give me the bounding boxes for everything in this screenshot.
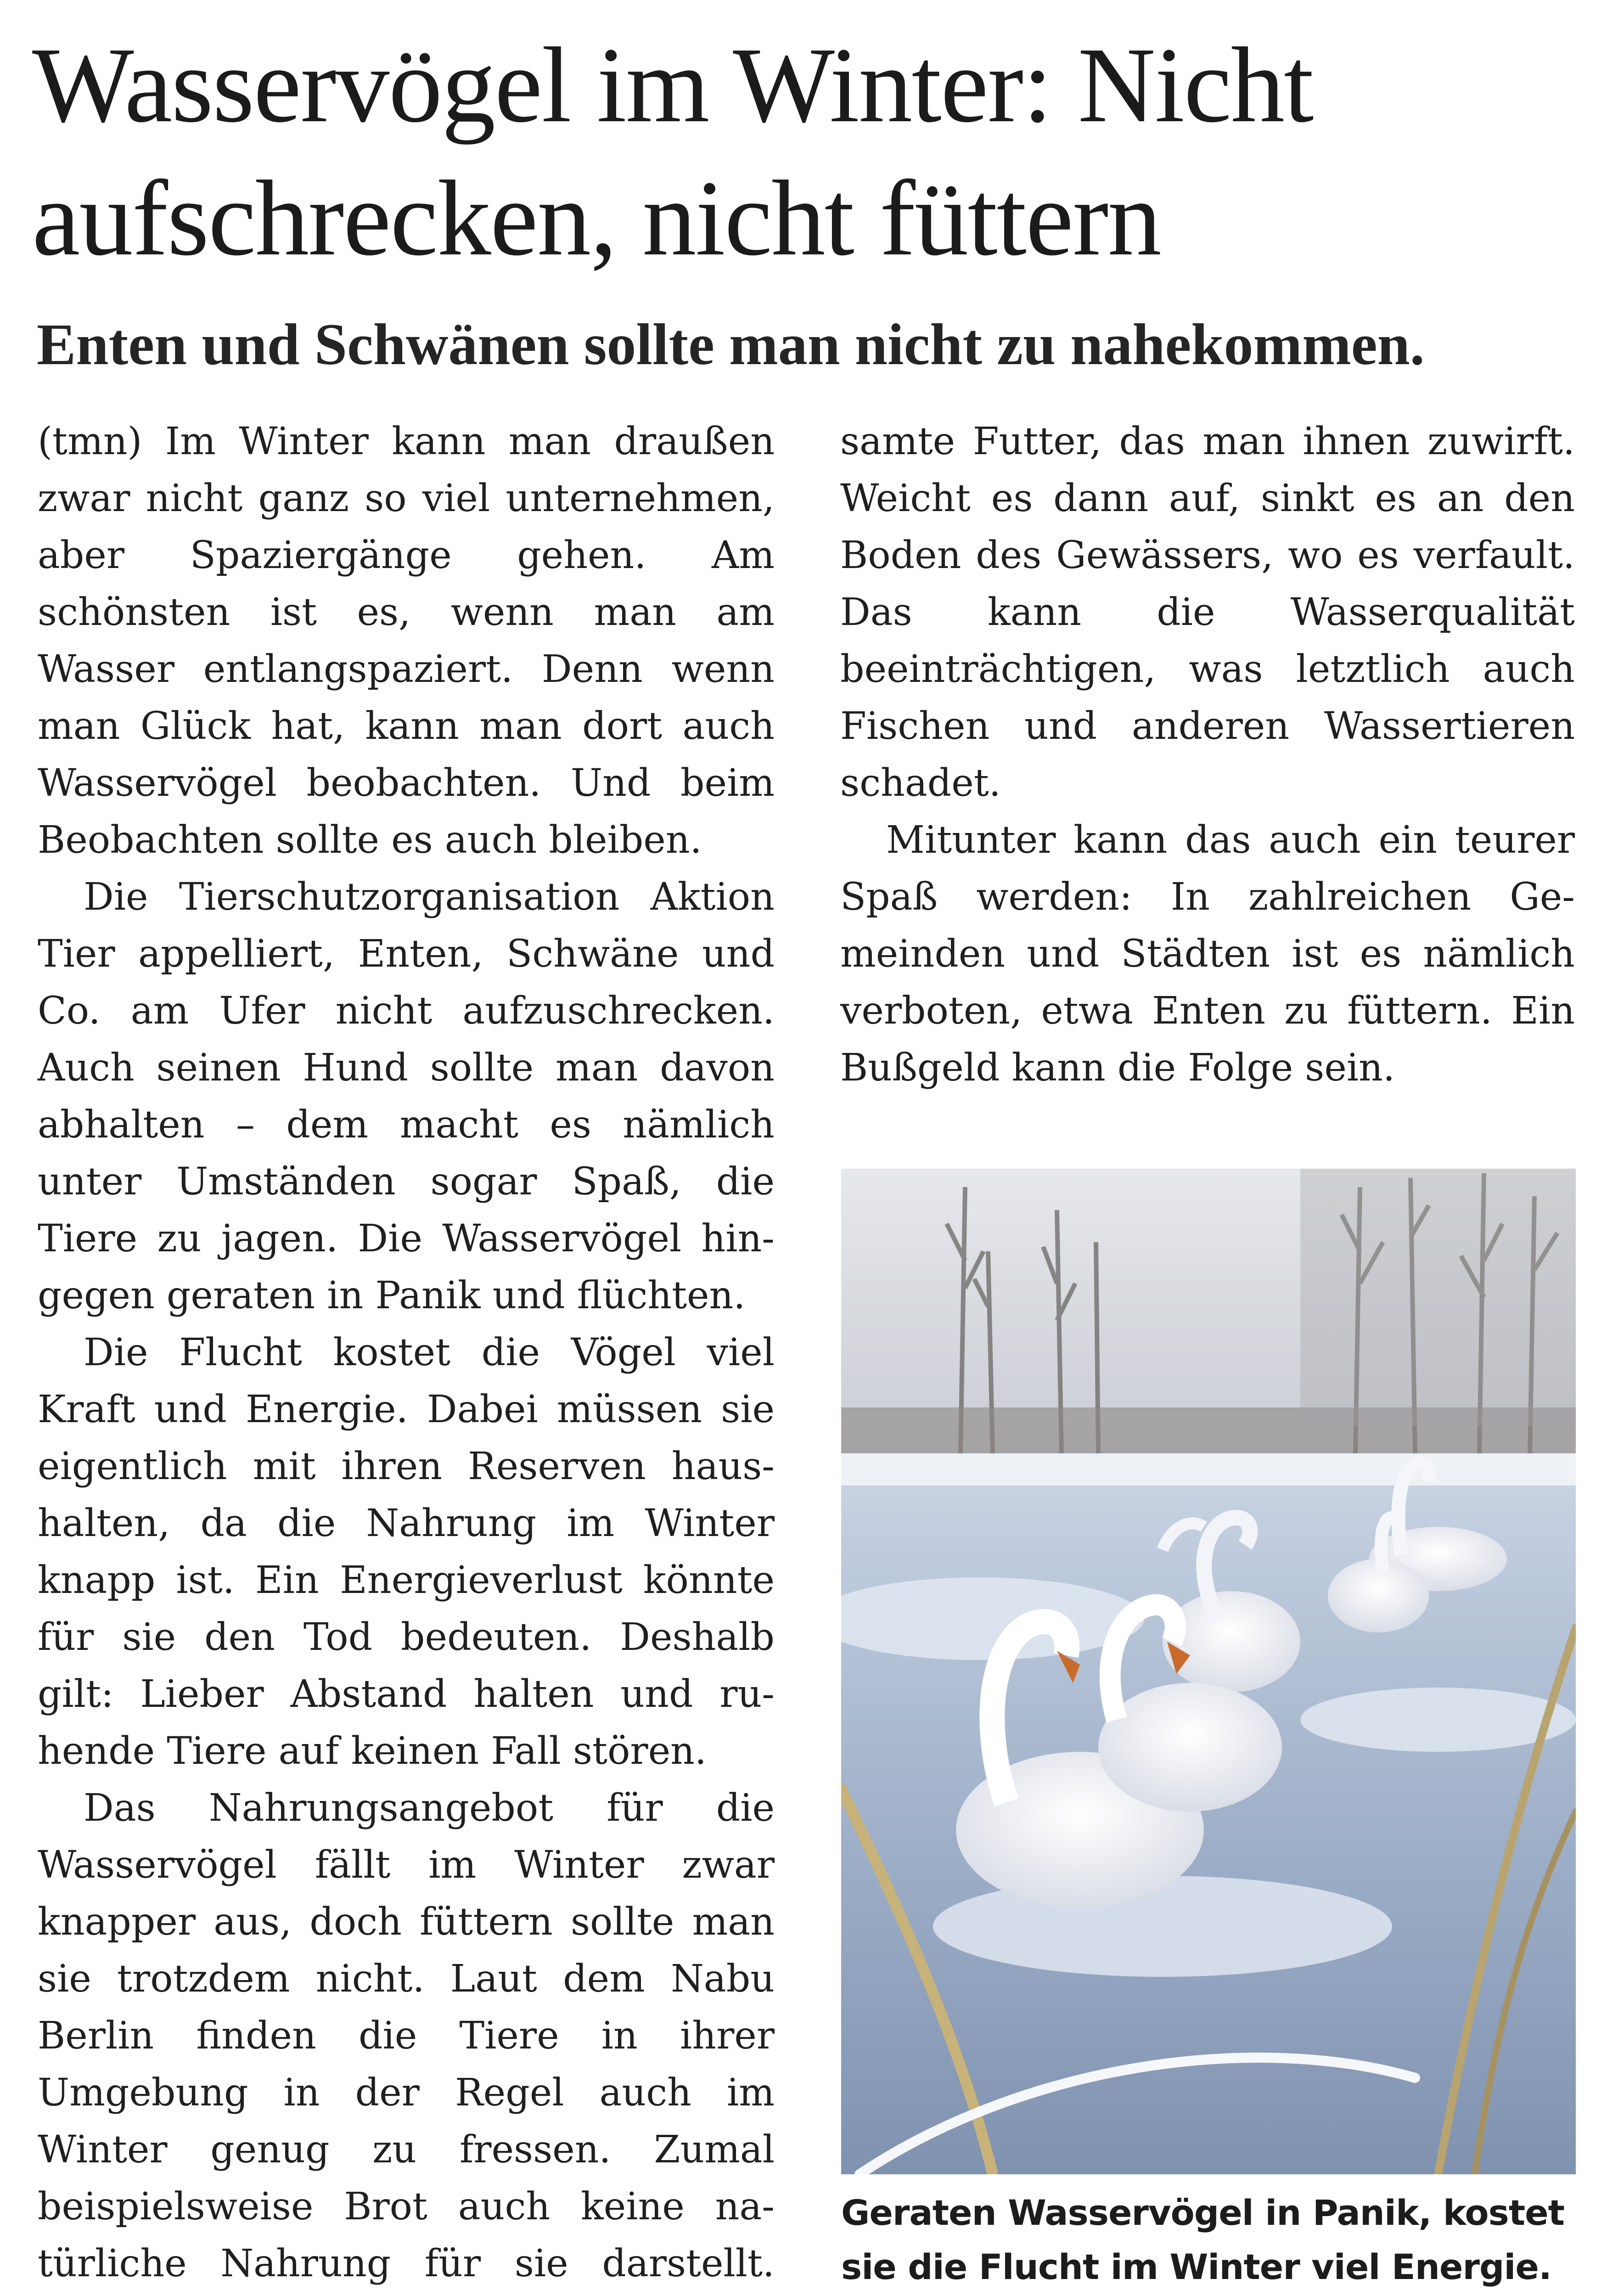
subheadline: Enten und Schwänen sollte man nicht zu nahekommen. (37, 312, 1425, 377)
headline: Wasservögel im Winter: Nicht aufschrecken, nicht füttern (32, 25, 1313, 278)
paragraph-5: samte Futter, das man ihnen zuwirft. Weicht es dann auf, sinkt es an den Boden des Gewässers, wo es verfault. Das kann die Wasserqualität beeinträchtigen, was letztlich auch Fischen und anderen Wassertieren schadet. (840, 420, 1575, 805)
left-column (38, 413, 775, 2296)
paragraph-4: Das Nahrungsangebot für die Wasservögel fällt im Winter zwar knapper aus, doch füttern sollte man sie trotzdem nicht. Laut dem Nabu Berlin finden die Tiere in ihrer Umgebung in der Regel auch im Winter genug zu fressen. Zumal beispielsweise Brot auch keine natürliche Nahrung für sie darstellt. (38, 1786, 775, 2285)
paragraph-3: Die Flucht kostet die Vögel viel Kraft und Energie. Dabei müssen sie eigentlich mit ihren Reserven haushalten, da die Nahrung im Winter knapp ist. Ein Energieverlust könnte für sie den Tod bedeuten. Deshalb gilt: Lieber Abstand halten und ruhende Tiere auf keinen Fall stören. (38, 1331, 775, 1773)
paragraph-2: Die Tierschutzorganisation Aktion Tier appelliert, Enten, Schwäne und Co. am Ufer nicht aufzuschrecken. Auch seinen Hund sollte man davon abhalten – dem macht es nämlich unter Umständen sogar Spaß, die Tiere zu jagen. Die Wasservögel hingegen geraten in Panik und flüchten. (38, 875, 775, 1317)
paragraph-1: (tmn) Im Winter kann man draußen zwar nicht ganz so viel unternehmen, aber Spaziergänge gehen. Am schönsten ist es, wenn man am Wasser entlangspaziert. Denn wenn man Glück hat, kann man dort auch Wasservögel beobachten. Und beim Beobachten sollte es auch bleiben. (38, 420, 775, 862)
paragraph-6: Mitunter kann das auch ein teurer Spaß werden: In zahlreichen Gemeinden und Städten ist es nämlich verboten, etwa Enten zu füttern. Ein Bußgeld kann die Folge sein. (840, 818, 1575, 1090)
right-column (840, 413, 1575, 1097)
photo-caption: Geraten Wasservögel in Panik, kostet sie die Flucht im Winter viel Energie. (841, 2192, 1564, 2287)
swans-photo (841, 1169, 1576, 2174)
